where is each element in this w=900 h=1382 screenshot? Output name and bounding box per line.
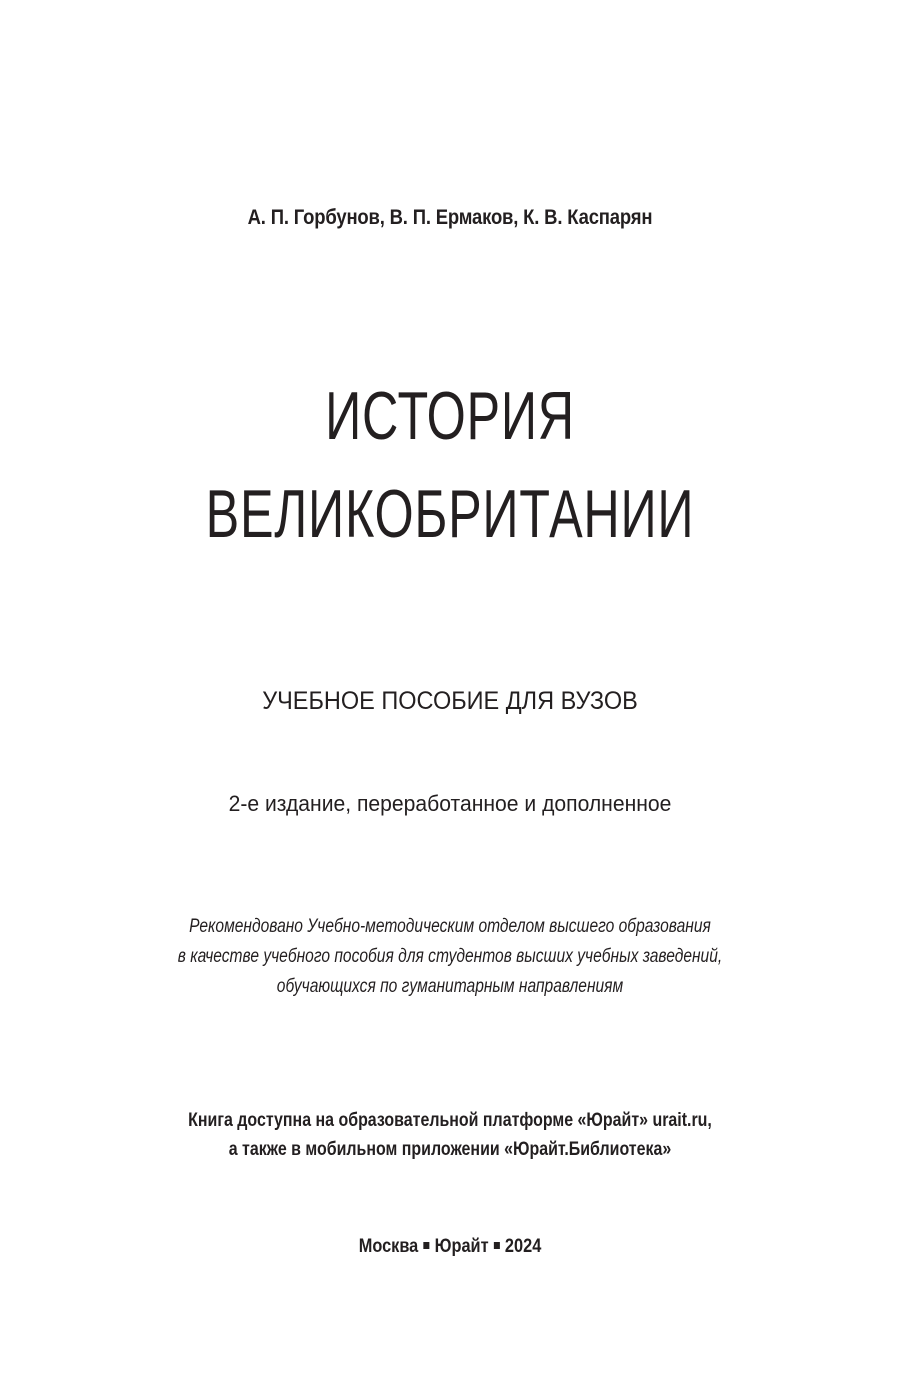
imprint-year: 2024 (504, 1236, 542, 1257)
imprint (63, 1237, 837, 1256)
availability-line-2: а также в мобильном приложении «Юрайт.Библиотека» (228, 1139, 672, 1160)
edition-note: 2-е издание, переработанное и дополненное (228, 791, 672, 816)
square-separator-icon (423, 1242, 429, 1249)
recommendation-line-1: Рекомендовано Учебно-методическим отделом высшего образования (189, 916, 711, 937)
book-authors: А. П. Горбунов, В. П. Ермаков, К. В. Каспарян (247, 206, 653, 229)
book-title-line-2: ВЕЛИКОБРИТАНИИ (205, 476, 695, 552)
imprint-city: Москва (358, 1236, 419, 1257)
availability-line-1: Книга доступна на образовательной платформе «Юрайт» urait.ru, (188, 1110, 712, 1131)
recommendation-line-3: обучающихся по гуманитарным направлениям (276, 976, 624, 997)
square-separator-icon (494, 1242, 500, 1249)
recommendation-line-2: в качестве учебного пособия для студентов высших учебных заведений, (177, 946, 723, 967)
imprint-publisher: Юрайт (434, 1236, 489, 1257)
book-title-line-1: ИСТОРИЯ (325, 378, 575, 454)
book-subtitle: УЧЕБНОЕ ПОСОБИЕ ДЛЯ ВУЗОВ (262, 687, 638, 715)
